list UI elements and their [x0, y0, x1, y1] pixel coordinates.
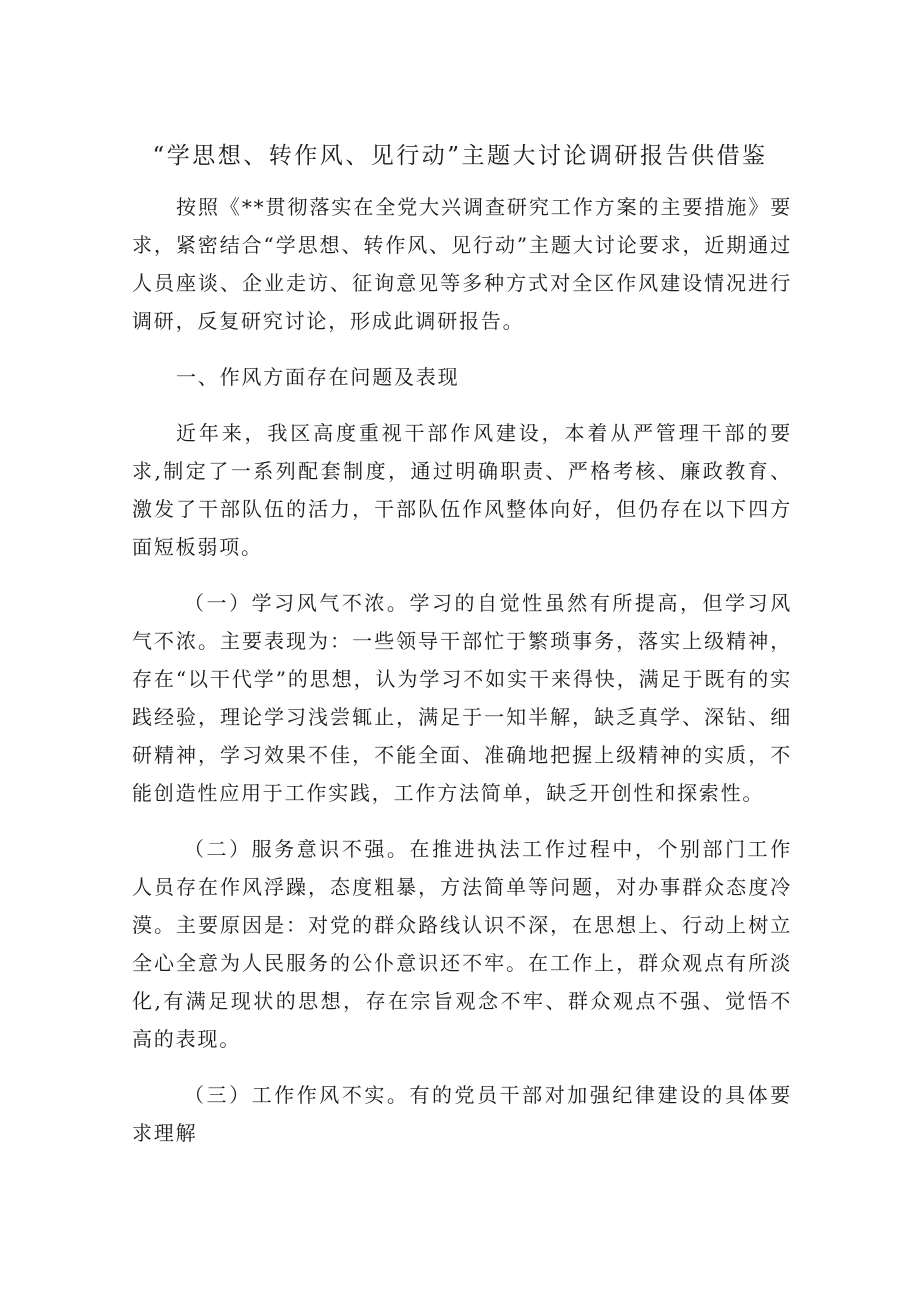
- intro-paragraph: 按照《**贯彻落实在全党大兴调查研究工作方案的主要措施》要求，紧密结合“学思想、转作风、见行动”主题大讨论要求，近期通过人员座谈、企业走访、征询意见等多种方式对全区作风建设情况进行调研，反复研究讨论，形成此调研报告。: [132, 195, 792, 333]
- overview-paragraph: 近年来，我区高度重视干部作风建设，本着从严管理干部的要求,制定了一系列配套制度，通过明确职责、严格考核、廉政教育、激发了干部队伍的活力，干部队伍作风整体向好，但仍存在以下四方面短板弱项。: [132, 421, 792, 559]
- item-1-paragraph: （一）学习风气不浓。学习的自觉性虽然有所提高，但学习风气不浓。主要表现为：一些领导干部忙于繁琐事务，落实上级精神，存在“以干代学”的思想，认为学习不如实干来得快，满足于既有的实践经验，理论学习浅尝辄止，满足于一知半解，缺乏真学、深钻、细研精神，学习效果不佳，不能全面、准确地把握上级精神的实质，不能创造性应用于工作实践，工作方法简单，缺乏开创性和探索性。: [132, 591, 792, 805]
- item-2-paragraph: （二）服务意识不强。在推进执法工作过程中，个别部门工作人员存在作风浮躁，态度粗暴，方法简单等问题，对办事群众态度冷漠。主要原因是：对党的群众路线认识不深，在思想上、行动上树立全心全意为人民服务的公仆意识还不牢。在工作上，群众观点有所淡化,有满足现状的思想，存在宗旨观念不牢、群众观点不强、觉悟不高的表现。: [132, 837, 792, 1051]
- document-title: “学思想、转作风、见行动”主题大讨论调研报告供借鉴: [152, 143, 768, 169]
- section-heading-problems: 一、作风方面存在问题及表现: [176, 365, 460, 389]
- document-body: [132, 188, 792, 1170]
- item-3-paragraph: （三）工作作风不实。有的党员干部对加强纪律建设的具体要求理解: [132, 1083, 792, 1145]
